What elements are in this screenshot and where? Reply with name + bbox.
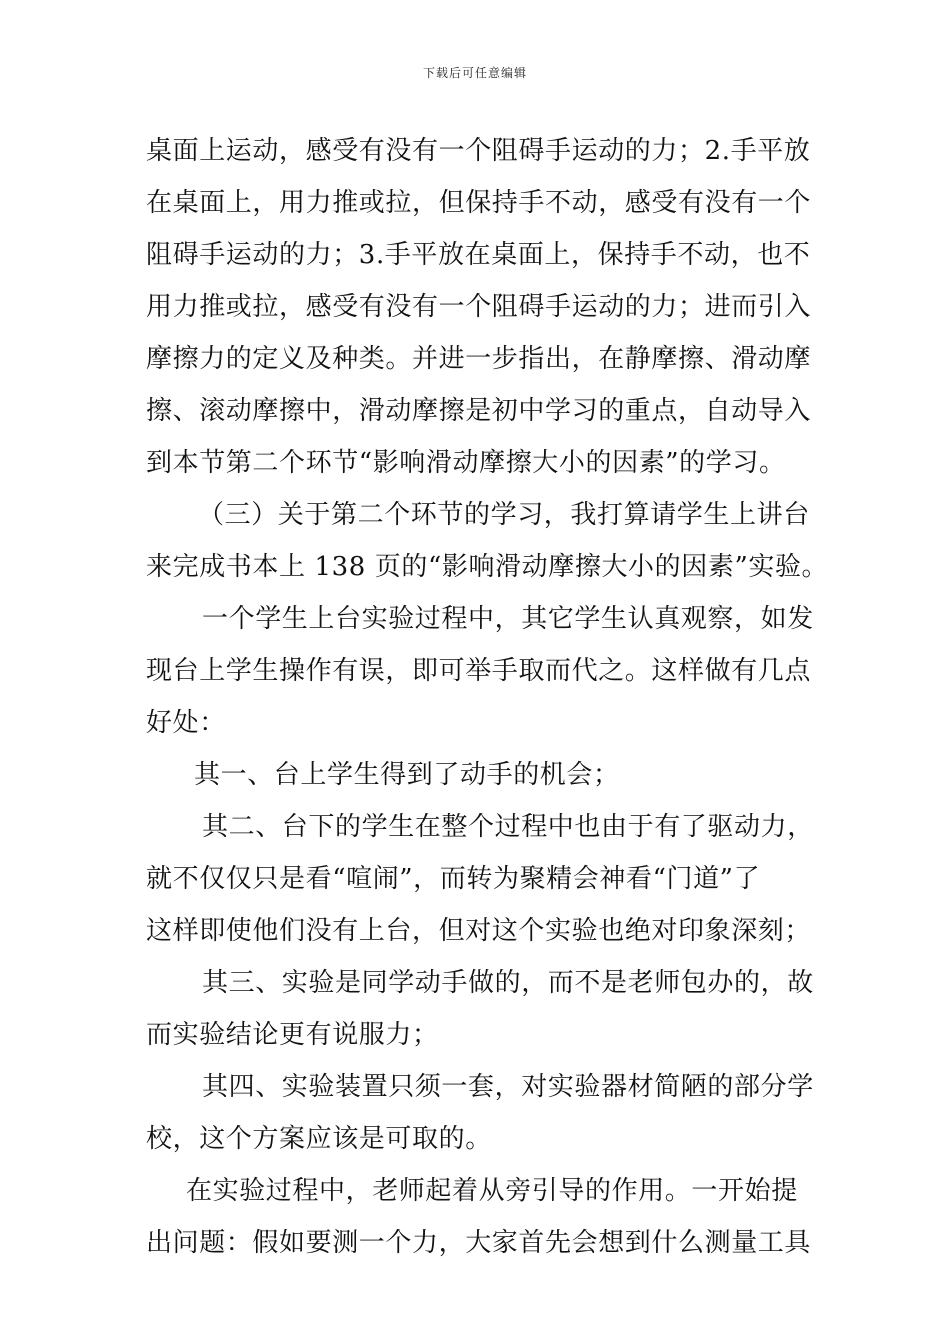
text-line: 其二、台下的学生在整个过程中也由于有了驱动力，: [202, 812, 814, 842]
text-line: 这样即使他们没有上台，但对这个实验也绝对印象深刻；: [146, 916, 812, 946]
text-line: 阻碍手运动的力；3.手平放在桌面上，保持手不动，也不: [146, 240, 811, 270]
text-line: 摩擦力的定义及种类。并进一步指出，在静摩擦、滑动摩: [146, 344, 812, 374]
text-line: 好处：: [146, 708, 226, 738]
text-line: 其一、台上学生得到了动手的机会；: [194, 760, 620, 790]
text-line: 其四、实验装置只须一套，对实验器材简陋的部分学: [202, 1072, 814, 1102]
text-line: 来完成书本上 138 页的“影响滑动摩擦大小的因素”实验。: [146, 552, 829, 582]
text-line: 在实验过程中，老师起着从旁引导的作用。一开始提: [186, 1176, 798, 1206]
text-line: 其三、实验是同学动手做的，而不是老师包办的，故: [202, 968, 814, 998]
text-line: （三）关于第二个环节的学习，我打算请学生上讲台: [198, 500, 810, 530]
text-line: 现台上学生操作有误，即可举手取而代之。这样做有几点: [146, 656, 812, 686]
body-text: [146, 125, 829, 1269]
page-header: 下载后可任意编辑: [422, 66, 527, 80]
text-line: 校，这个方案应该是可取的。: [146, 1124, 492, 1154]
text-line: 就不仅仅只是看“喧闹”，而转为聚精会神看“门道”了: [146, 864, 761, 894]
text-line: 出问题：假如要测一个力，大家首先会想到什么测量工具: [146, 1228, 812, 1258]
text-line: 到本节第二个环节“影响滑动摩擦大小的因素”的学习。: [146, 448, 786, 478]
text-line: 在桌面上，用力推或拉，但保持手不动，感受有没有一个: [146, 188, 812, 218]
text-line: 擦、滚动摩擦中，滑动摩擦是初中学习的重点，自动导入: [146, 396, 812, 426]
text-line: 一个学生上台实验过程中，其它学生认真观察，如发: [202, 604, 814, 634]
text-line: 而实验结论更有说服力；: [146, 1020, 439, 1050]
text-line: 用力推或拉，感受有没有一个阻碍手运动的力；进而引入: [146, 292, 812, 322]
text-line: 桌面上运动，感受有没有一个阻碍手运动的力；2.手平放: [146, 136, 811, 166]
